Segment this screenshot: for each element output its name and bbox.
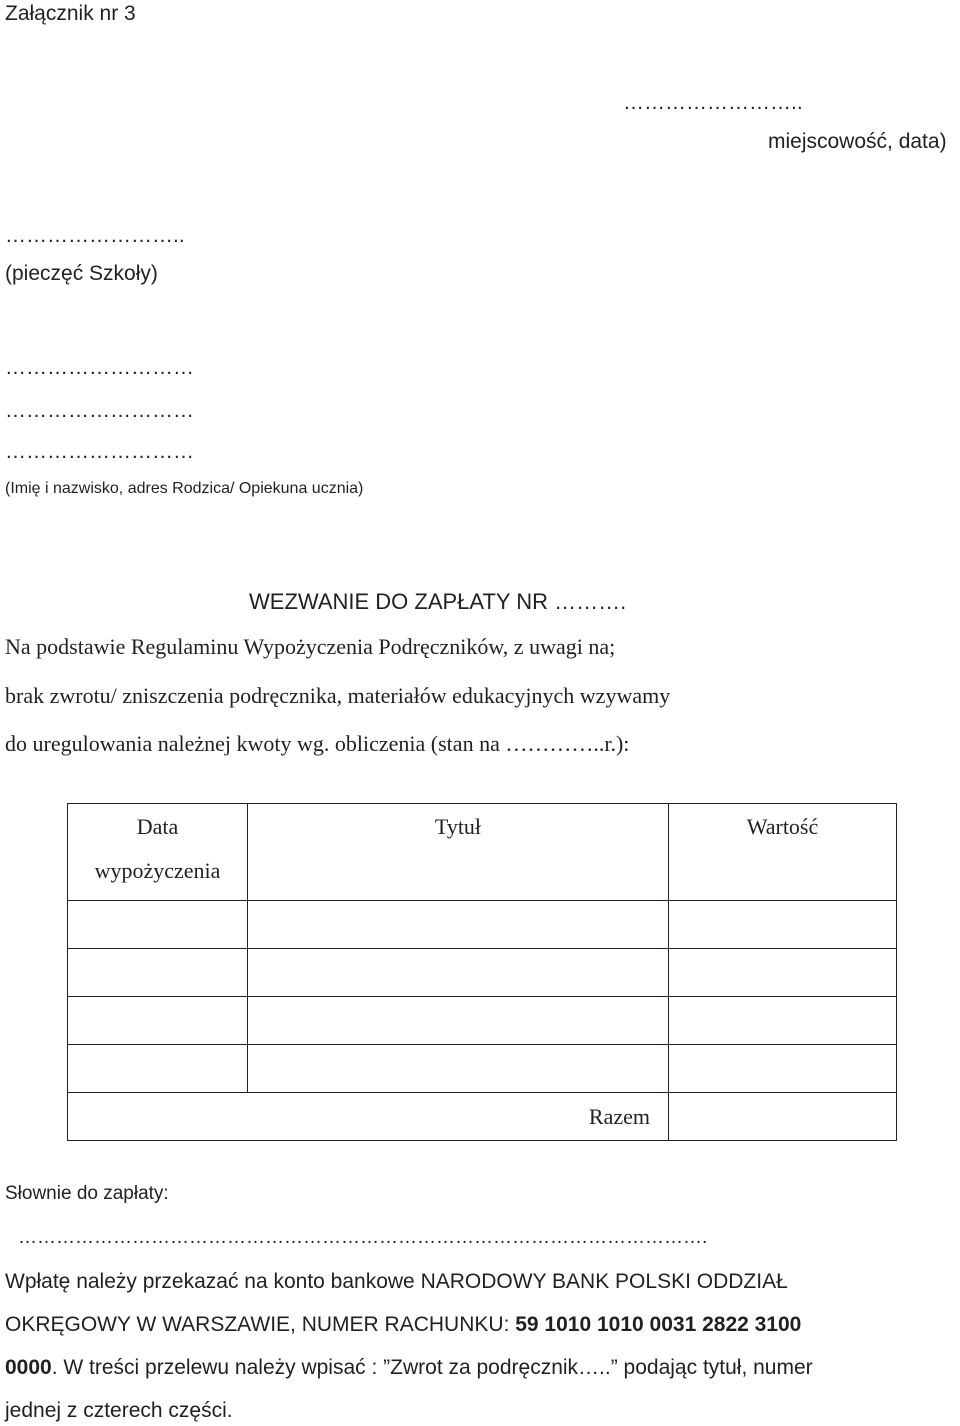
table-cell [248, 997, 669, 1045]
table-row [68, 1045, 897, 1093]
header-title [248, 804, 669, 901]
attachment-label: Załącznik nr 3 [5, 2, 136, 25]
payment-line-4: jednej z czterech części. [5, 1399, 233, 1422]
table-cell [248, 901, 669, 949]
account-number-part-2: 0000 [5, 1356, 52, 1379]
table-total-row [68, 1093, 897, 1141]
header-date [68, 804, 248, 901]
table-row [68, 901, 897, 949]
intro-line-1: Na podstawie Regulaminu Wypożyczenia Podręczników, z uwagi na; [5, 634, 616, 659]
parent-dots-line-3: ……………………… [5, 440, 194, 463]
place-date-label: miejscowość, data) [768, 130, 947, 153]
table-header-row [68, 804, 897, 901]
table-cell [669, 901, 897, 949]
in-words-dots: ………………………………………………………………………………………………. [18, 1227, 708, 1248]
total-label: Razem [68, 1093, 669, 1141]
header-value-label: Wartość [746, 814, 819, 839]
header-date-line2: wypożyczenia [94, 858, 221, 883]
account-number-part-1: 59 1010 1010 0031 2822 3100 [515, 1313, 802, 1336]
school-stamp-label: (pieczęć Szkoły) [5, 262, 158, 285]
payment-line-1: Wpłatę należy przekazać na konto bankowe NARODOWY BANK POLSKI ODDZIAŁ [5, 1270, 788, 1293]
parent-label: (Imię i nazwisko, adres Rodzica/ Opiekuna ucznia) [5, 480, 364, 497]
table-cell [248, 1045, 669, 1093]
table-row [68, 949, 897, 997]
table-row [68, 997, 897, 1045]
header-value [669, 804, 897, 901]
table-cell [68, 901, 248, 949]
header-date-line1: Data [136, 814, 179, 839]
table-cell [669, 997, 897, 1045]
school-stamp-dots: …………………….. [5, 224, 185, 247]
parent-dots-line-1: ……………………… [5, 356, 194, 379]
table-cell [669, 1045, 897, 1093]
table-cell [68, 997, 248, 1045]
intro-line-3: do uregulowania należnej kwoty wg. obliczenia (stan na …………..r.): [5, 731, 630, 756]
payment-line-2-text: OKRĘGOWY W WARSZAWIE, NUMER RACHUNKU: [5, 1313, 516, 1336]
place-date-dots: …………………….. [623, 91, 803, 114]
parent-dots-line-2: ……………………… [5, 399, 194, 422]
total-value-cell [669, 1093, 897, 1141]
in-words-label: Słownie do zapłaty: [5, 1183, 169, 1204]
loan-table [67, 803, 897, 1141]
table-cell [68, 949, 248, 997]
page-title: WEZWANIE DO ZAPŁATY NR ………. [249, 589, 627, 614]
table-cell [68, 1045, 248, 1093]
table-cell [669, 949, 897, 997]
intro-line-2: brak zwrotu/ zniszczenia podręcznika, materiałów edukacyjnych wzywamy [5, 683, 671, 708]
payment-line-3-text: . W treści przelewu należy wpisać : ”Zwrot za podręcznik…..” podając tytuł, numer [51, 1356, 813, 1379]
table-cell [248, 949, 669, 997]
payment-line-2 [5, 1314, 801, 1335]
payment-line-3 [5, 1357, 813, 1378]
header-title-label: Tytuł [434, 814, 482, 839]
